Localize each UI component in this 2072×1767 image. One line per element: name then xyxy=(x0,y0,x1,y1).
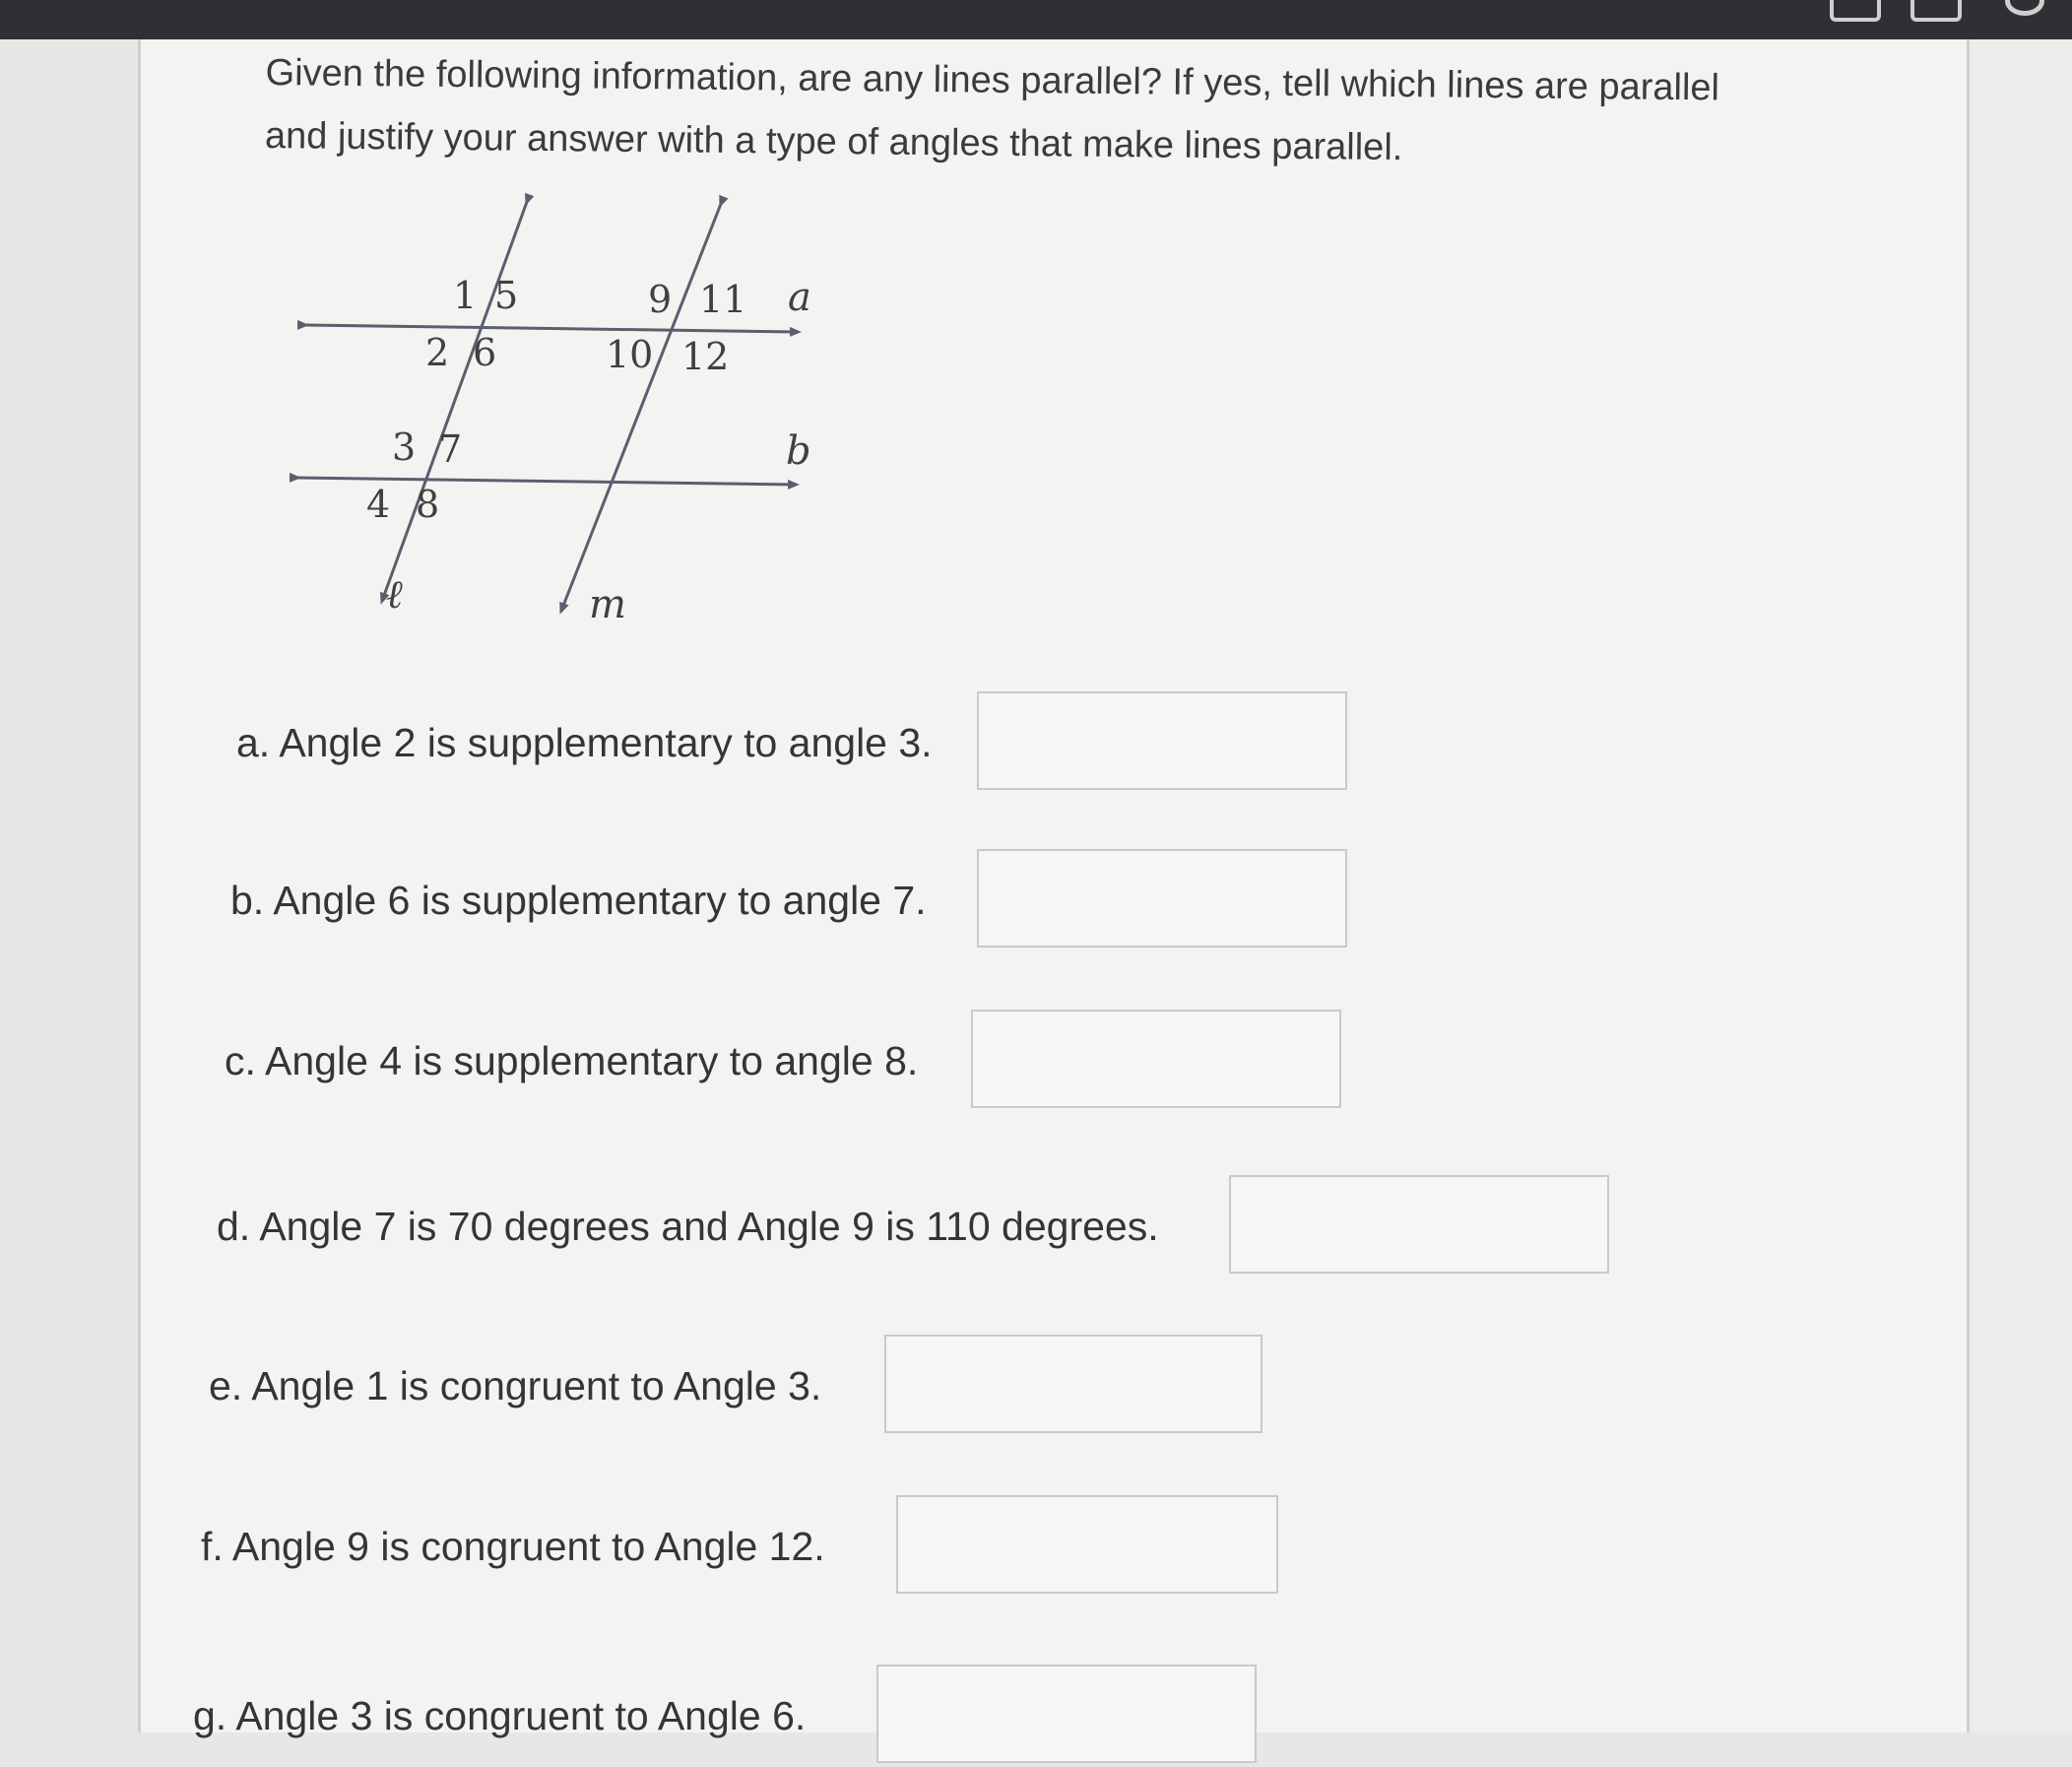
question-item-f xyxy=(201,1495,1383,1598)
parallel-lines-diagram xyxy=(276,192,827,635)
answer-input-f[interactable] xyxy=(896,1495,1278,1594)
question-line-1: Given the following information, are any lines parallel? If yes, tell which lines are parallel xyxy=(265,51,1720,109)
answer-input-a[interactable] xyxy=(977,691,1347,790)
line-label-l: ℓ xyxy=(386,572,403,618)
item-e-label: e. Angle 1 is congruent to Angle 3. xyxy=(209,1363,822,1408)
top-toolbar xyxy=(0,0,2072,39)
line-l xyxy=(382,202,527,601)
angle-label-1: 1 xyxy=(453,274,478,317)
question-line-2: and justify your answer with a type of angles that make lines parallel. xyxy=(264,114,1403,169)
question-item-c xyxy=(225,1010,1406,1112)
line-label-b: b xyxy=(786,428,811,474)
item-d-label: d. Angle 7 is 70 degrees and Angle 9 is 110 degrees. xyxy=(217,1204,1159,1249)
item-c-label: c. Angle 4 is supplementary to angle 8. xyxy=(225,1038,919,1083)
angle-label-6: 6 xyxy=(473,331,497,374)
angle-label-11: 11 xyxy=(699,278,747,321)
line-m xyxy=(561,204,721,611)
angle-label-9: 9 xyxy=(648,278,673,321)
question-item-g xyxy=(193,1665,1375,1767)
angle-label-4: 4 xyxy=(366,483,391,526)
window-tab-icon[interactable] xyxy=(1830,0,1881,22)
question-item-b xyxy=(230,849,1412,951)
window-tab-icon-2[interactable] xyxy=(1910,0,1962,22)
answer-input-d[interactable] xyxy=(1229,1175,1609,1274)
angle-label-2: 2 xyxy=(425,331,450,374)
line-label-m: m xyxy=(589,582,626,627)
question-item-a xyxy=(236,691,1418,794)
item-g-label: g. Angle 3 is congruent to Angle 6. xyxy=(193,1693,807,1738)
angle-label-3: 3 xyxy=(392,425,417,469)
angle-label-7: 7 xyxy=(438,427,463,471)
answer-input-c[interactable] xyxy=(971,1010,1341,1108)
question-prompt xyxy=(265,41,1940,185)
line-a xyxy=(305,325,798,332)
item-f-label: f. Angle 9 is congruent to Angle 12. xyxy=(201,1524,825,1569)
item-b-label: b. Angle 6 is supplementary to angle 7. xyxy=(230,878,927,923)
question-item-d xyxy=(217,1175,1694,1277)
answer-input-b[interactable] xyxy=(977,849,1347,948)
answer-input-e[interactable] xyxy=(884,1335,1263,1433)
angle-label-10: 10 xyxy=(606,333,654,376)
angle-label-12: 12 xyxy=(681,335,730,378)
line-label-a: a xyxy=(788,275,811,320)
angle-label-8: 8 xyxy=(416,483,440,526)
refresh-icon[interactable] xyxy=(2005,0,2044,16)
item-a-label: a. Angle 2 is supplementary to angle 3. xyxy=(236,720,933,765)
question-item-e xyxy=(209,1335,1391,1437)
angle-label-5: 5 xyxy=(494,274,519,317)
answer-input-g[interactable] xyxy=(876,1665,1257,1763)
page-gutter xyxy=(1970,39,2072,1733)
